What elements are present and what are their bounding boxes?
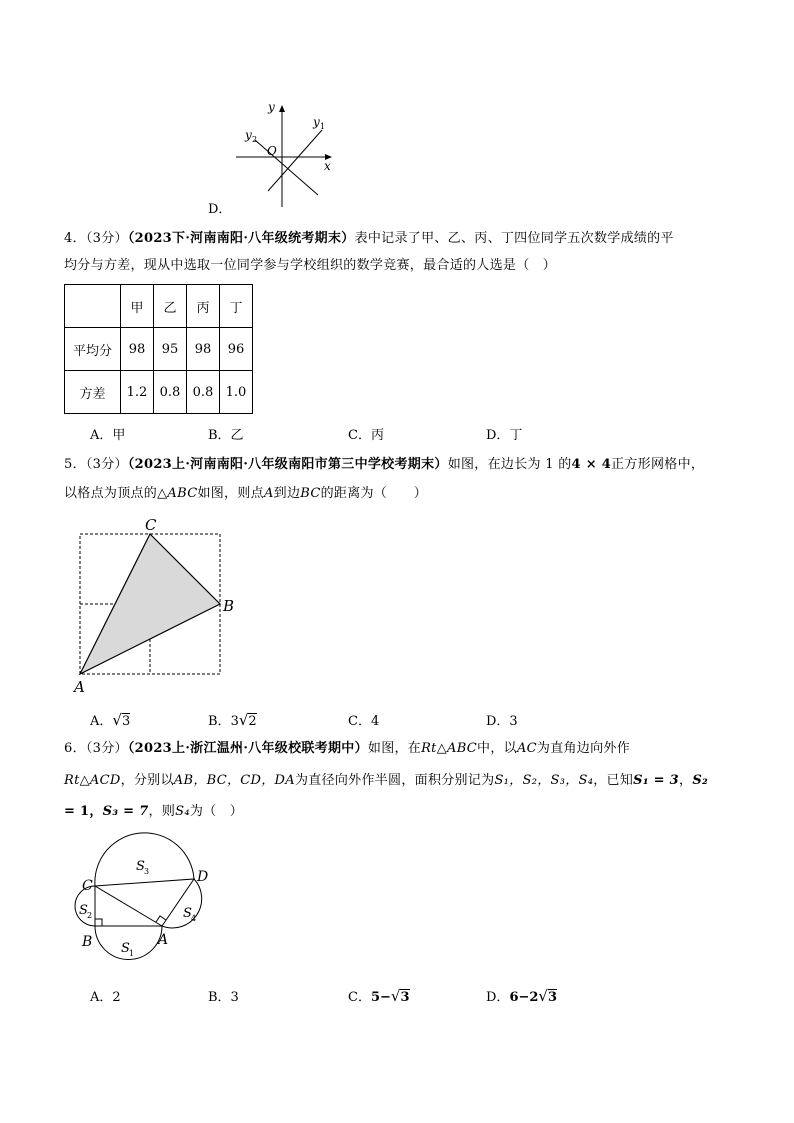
x-axis-label: x — [324, 159, 331, 173]
table-cell: 95 — [154, 328, 187, 371]
q6-option-d[interactable] — [486, 986, 557, 1005]
radicand: 3 — [400, 990, 410, 1005]
vertex-d-label: D — [197, 869, 209, 885]
sqrt-icon: √ — [112, 711, 122, 729]
q6-cond-s3: S₃ = 7 — [102, 804, 149, 819]
s1-subscript: 1 — [129, 949, 135, 958]
table-header-cell: 丁 — [220, 285, 253, 328]
q6-side-ac: AC — [516, 741, 537, 756]
q6-sides: AB，BC，CD，DA — [173, 773, 295, 788]
q6-text-2: 中，以 — [477, 741, 517, 756]
table-cell: 96 — [220, 328, 253, 371]
q6-option-b[interactable]: B．3 — [208, 990, 239, 1005]
quadrilateral-abcd — [95, 879, 197, 926]
q6-cond-s1: S₁ = 3 — [633, 773, 680, 788]
q4-option-a[interactable]: A．甲 — [90, 428, 126, 443]
q6-comma: ， — [679, 773, 693, 788]
origin-label: O — [267, 144, 277, 158]
vertex-b-label: B — [223, 597, 235, 615]
q4-line1 — [64, 230, 674, 248]
q5-triangle: △ABC — [157, 486, 198, 501]
y-axis-label: y — [268, 100, 275, 114]
q6-areas: S₁，S₂，S₃，S₄ — [494, 773, 594, 788]
option-label: C． — [348, 990, 371, 1005]
q5-source: （2023上·河南南阳·八年级南阳市第三中学校考期末） — [127, 457, 448, 472]
vertex-c-label: C — [145, 516, 157, 534]
q6-text-4: ，分别以 — [120, 773, 174, 788]
q6-cond-s2-start: S₂ — [692, 773, 709, 788]
q5-grid-figure — [70, 512, 246, 698]
radicand: 3 — [547, 990, 558, 1005]
right-angle-b-icon — [95, 919, 102, 926]
q3-option-d[interactable]: D． — [208, 202, 232, 217]
q5-text-2: 正方形网格中， — [611, 457, 705, 472]
option-label: D． — [486, 990, 510, 1005]
q6-line3 — [64, 803, 243, 821]
s2-label: S — [79, 903, 88, 918]
q5-option-c[interactable]: C．4 — [348, 714, 380, 729]
table-row-label: 方差 — [65, 371, 121, 414]
line-y2 — [255, 140, 318, 195]
s3-subscript: 3 — [144, 867, 150, 876]
table-row — [65, 371, 253, 414]
table-cell: 1.0 — [220, 371, 253, 414]
q6-text-8: 为（ ） — [189, 804, 244, 819]
table-row — [65, 328, 253, 371]
q5-side-bc: BC — [300, 486, 321, 501]
expression-prefix: 5− — [370, 990, 391, 1005]
q4-option-c[interactable]: C．丙 — [348, 428, 384, 443]
q5-text-6: 的距离为（ ） — [320, 486, 428, 501]
table-cell: 98 — [121, 328, 154, 371]
s3-label: S — [136, 859, 145, 874]
q5-text-5: 到边 — [273, 486, 301, 501]
s4-label: S — [183, 906, 192, 921]
q6-cond-s2-end: = 1， — [64, 804, 103, 819]
y1-subscript: 1 — [320, 122, 326, 131]
expression-prefix: 6−2 — [509, 990, 539, 1005]
y-axis-arrow-icon — [279, 105, 285, 112]
q6-semicircle-figure — [70, 830, 240, 976]
y1-label: y — [313, 115, 320, 129]
q5-text-1: 如图，在边长为 1 的 — [447, 457, 572, 472]
s2-subscript: 2 — [87, 911, 93, 920]
q4-source: （2023下·河南南阳·八年级统考期末） — [127, 231, 355, 246]
table-header-cell: 乙 — [154, 285, 187, 328]
q6-text-1: 如图，在 — [367, 741, 422, 756]
q6-line1 — [64, 740, 630, 758]
y2-label: y — [245, 128, 252, 142]
table-cell: 98 — [187, 328, 220, 371]
q6-figure-lines — [75, 833, 202, 960]
table-row-label: 平均分 — [65, 328, 121, 371]
sqrt-icon: √ — [238, 711, 249, 729]
q5-line1 — [64, 456, 704, 474]
q6-number: 6．（3分） — [64, 741, 128, 756]
sqrt-icon: √ — [538, 987, 548, 1005]
table-cell: 0.8 — [154, 371, 187, 414]
q4-score-table — [64, 284, 253, 414]
q6-text-3: 为直角边向外作 — [536, 741, 630, 756]
diagonal-ac — [95, 886, 162, 926]
table-header-cell: 丙 — [187, 285, 220, 328]
table-cell — [65, 285, 121, 328]
y2-subscript: 2 — [252, 135, 258, 144]
q4-option-b[interactable]: B．乙 — [208, 428, 244, 443]
table-header-cell: 甲 — [121, 285, 154, 328]
table-cell: 0.8 — [187, 371, 220, 414]
vertex-a-label: A — [74, 678, 85, 696]
q6-rt-acd: Rt△ACD — [64, 773, 121, 788]
q5-option-b[interactable] — [208, 710, 257, 729]
q6-rt-abc: Rt△ABC — [421, 741, 478, 756]
q4-line2: 均分与方差，现从中选取一位同学参与学校组织的数学竞赛，最合适的人选是（ ） — [64, 258, 557, 273]
q6-option-c[interactable] — [348, 986, 410, 1005]
line-y1 — [268, 130, 322, 191]
coefficient: 3 — [230, 714, 239, 729]
q5-option-d[interactable]: D．3 — [486, 714, 518, 729]
q6-text-7: ，则 — [148, 804, 176, 819]
q6-text-5: 为直径向外作半圆，面积分别记为 — [294, 773, 495, 788]
q5-text-4: 如图，则点 — [197, 486, 264, 501]
right-angle-a-icon — [156, 916, 166, 922]
q6-text-6: ，已知 — [593, 773, 634, 788]
s1-label: S — [121, 941, 130, 956]
vertex-c-label: C — [82, 878, 93, 894]
q5-option-a[interactable] — [90, 710, 130, 729]
q4-text-1: 表中记录了甲、乙、丙、丁四位同学五次数学成绩的平 — [354, 231, 674, 246]
q4-number: 4．（3分） — [64, 231, 128, 246]
q6-option-a[interactable]: A．2 — [90, 990, 121, 1005]
sqrt-icon: √ — [390, 987, 401, 1005]
q5-number: 5．（3分） — [64, 457, 128, 472]
q5-grid-size: 4 × 4 — [571, 457, 612, 472]
vertex-a-label: A — [158, 932, 169, 948]
q6-s4: S₄ — [175, 804, 190, 819]
q4-option-d[interactable]: D．丁 — [486, 428, 523, 443]
vertex-b-label: B — [82, 934, 93, 950]
q6-source: （2023上·浙江温州·八年级校联考期中） — [127, 741, 368, 756]
option-label: B． — [208, 714, 231, 729]
q5-point-a: A — [263, 486, 274, 501]
q5-text-3: 以格点为顶点的 — [64, 486, 158, 501]
s4-subscript: 4 — [191, 914, 197, 923]
table-cell: 1.2 — [121, 371, 154, 414]
radicand: 2 — [248, 714, 257, 729]
option-label: A． — [90, 714, 113, 729]
q5-line2 — [64, 485, 427, 503]
table-header-row — [65, 285, 253, 328]
q6-line2 — [64, 772, 708, 790]
radicand: 3 — [121, 714, 131, 729]
q3-coordinate-graph — [228, 96, 348, 214]
